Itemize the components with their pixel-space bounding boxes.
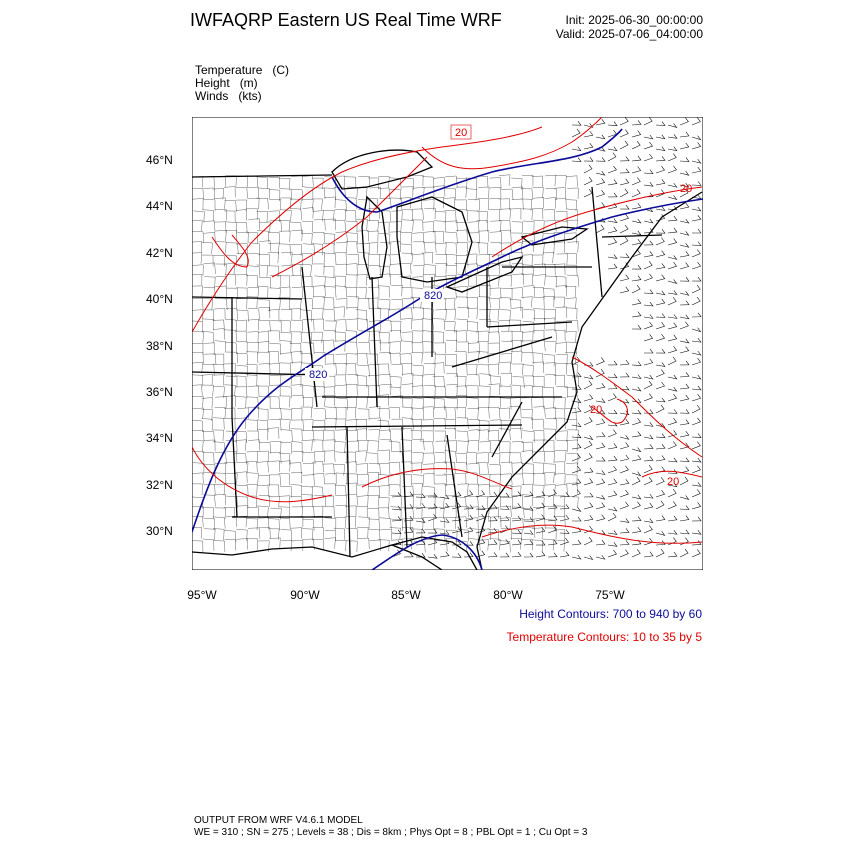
model-info	[194, 815, 587, 839]
valid-time: Valid: 2025-07-06_04:00:00	[555, 27, 703, 41]
run-times	[556, 13, 703, 41]
lat-label: 44°N	[146, 199, 173, 213]
lat-label: 40°N	[146, 292, 173, 306]
lat-label: 46°N	[146, 153, 173, 167]
model-config: WE = 310 ; SN = 275 ; Levels = 38 ; Dis = 8km ; Phys Opt = 8 ; PBL Opt = 1 ; Cu Opt = 3	[194, 827, 588, 838]
init-time: Init: 2025-06-30_00:00:00	[565, 13, 703, 27]
temperature-legend: Temperature Contours: 10 to 35 by 5	[506, 630, 702, 644]
temp-contour-label: 20	[455, 127, 468, 139]
lat-label: 38°N	[146, 339, 173, 353]
temp-contour-label: 20	[667, 476, 680, 488]
temp-contour-label: 20	[590, 404, 603, 416]
lon-label: 75°W	[595, 588, 625, 602]
weather-map	[192, 117, 703, 570]
lat-label: 32°N	[146, 478, 173, 492]
lat-label: 30°N	[146, 524, 173, 538]
temp-contour-label: 20	[680, 183, 693, 195]
variable-temperature: Temperature (C)	[195, 63, 290, 77]
variable-height: Height (m)	[195, 76, 258, 90]
height-contour-label: 820	[424, 290, 443, 302]
variable-list	[195, 64, 289, 103]
lon-label: 80°W	[493, 588, 523, 602]
height-contour-label: 820	[309, 369, 328, 381]
lat-label: 34°N	[146, 431, 173, 445]
height-legend: Height Contours: 700 to 940 by 60	[519, 607, 702, 621]
lon-label: 95°W	[187, 588, 217, 602]
model-line: OUTPUT FROM WRF V4.6.1 MODEL	[194, 815, 363, 826]
variable-winds: Winds (kts)	[195, 89, 262, 103]
map-frame	[192, 117, 703, 570]
lon-label: 90°W	[290, 588, 320, 602]
lat-label: 36°N	[146, 385, 173, 399]
map-title: IWFAQRP Eastern US Real Time WRF	[190, 10, 502, 30]
lat-label: 42°N	[146, 246, 173, 260]
lon-label: 85°W	[391, 588, 421, 602]
